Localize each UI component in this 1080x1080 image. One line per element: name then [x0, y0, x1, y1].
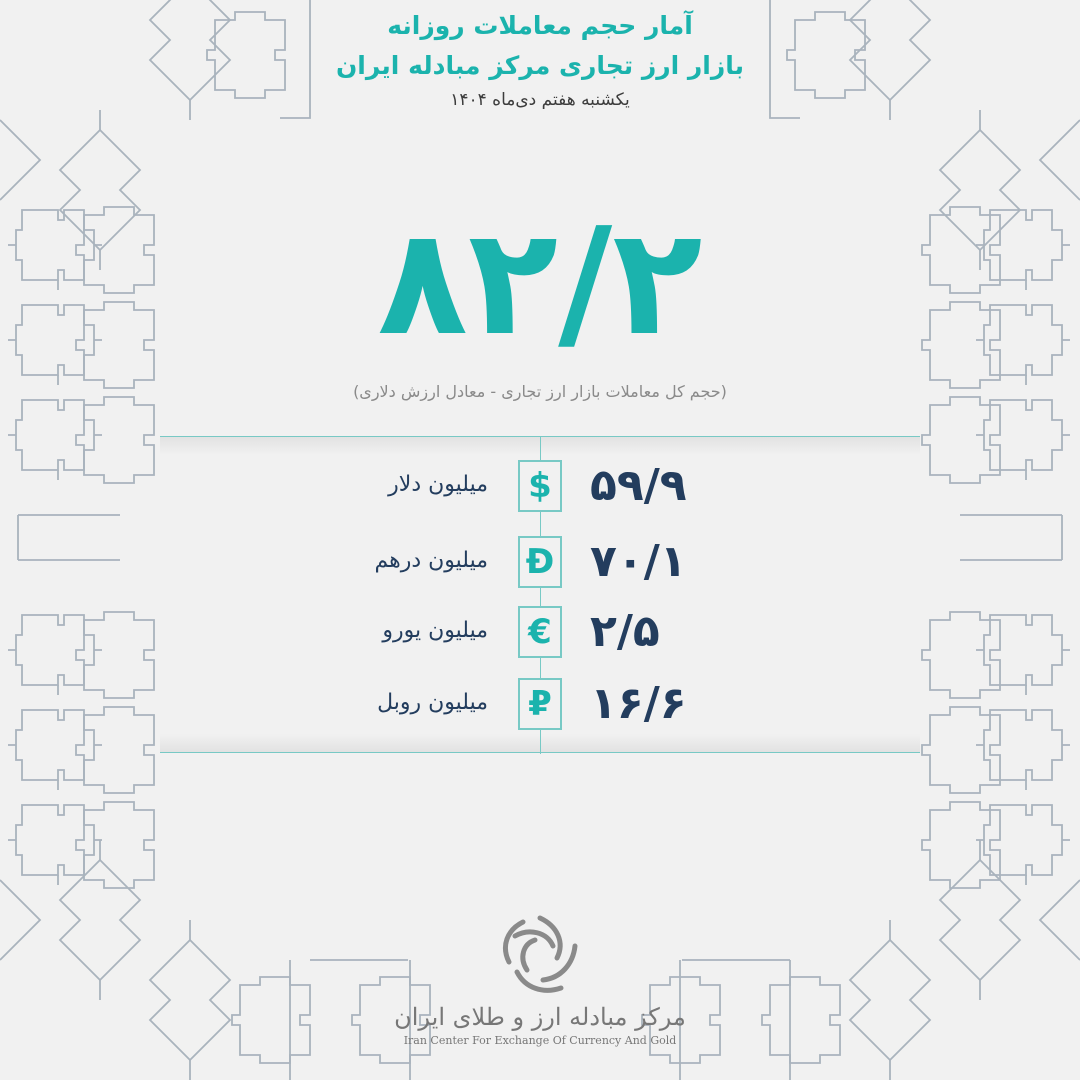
- currency-label: میلیون درهم: [374, 548, 488, 573]
- dollar-sign-icon: $: [518, 460, 562, 512]
- currency-row-ruble: [160, 676, 920, 736]
- report-date: یکشنبه هفتم دی‌ماه ۱۴۰۴: [450, 90, 630, 110]
- currency-breakdown-table: [160, 436, 920, 754]
- currency-value: ۱۶/۶: [590, 678, 687, 729]
- currency-row-dollar: [160, 458, 920, 518]
- total-volume-caption: (حجم کل معاملات بازار ارز تجاری - معادل ارزش دلاری): [353, 382, 727, 401]
- logo-emblem-icon: [495, 912, 585, 996]
- title-line-2: بازار ارز تجاری مرکز مبادله ایران: [335, 51, 745, 80]
- currency-value: ۲/۵: [590, 606, 660, 657]
- title-line-1: آمار حجم معاملات روزانه: [387, 11, 693, 40]
- currency-value: ۵۹/۹: [590, 460, 687, 511]
- ruble-sign-icon: ₽: [518, 678, 562, 730]
- currency-label: میلیون یورو: [382, 618, 488, 643]
- organization-logo: [340, 912, 740, 1048]
- currency-row-dirham: [160, 534, 920, 594]
- dirham-sign-icon: Đ: [518, 536, 562, 588]
- currency-row-euro: [160, 604, 920, 664]
- currency-label: میلیون روبل: [377, 690, 488, 715]
- total-volume-value: ۸۲/۲: [377, 196, 703, 368]
- currency-value: ۷۰/۱: [590, 536, 687, 587]
- currency-label: میلیون دلار: [388, 472, 488, 497]
- logo-persian-text: مرکز مبادله ارز و طلای ایران: [394, 1003, 686, 1031]
- euro-sign-icon: €: [518, 606, 562, 658]
- logo-english-text: Iran Center For Exchange Of Currency And Gold: [403, 1034, 677, 1047]
- header: [270, 6, 810, 114]
